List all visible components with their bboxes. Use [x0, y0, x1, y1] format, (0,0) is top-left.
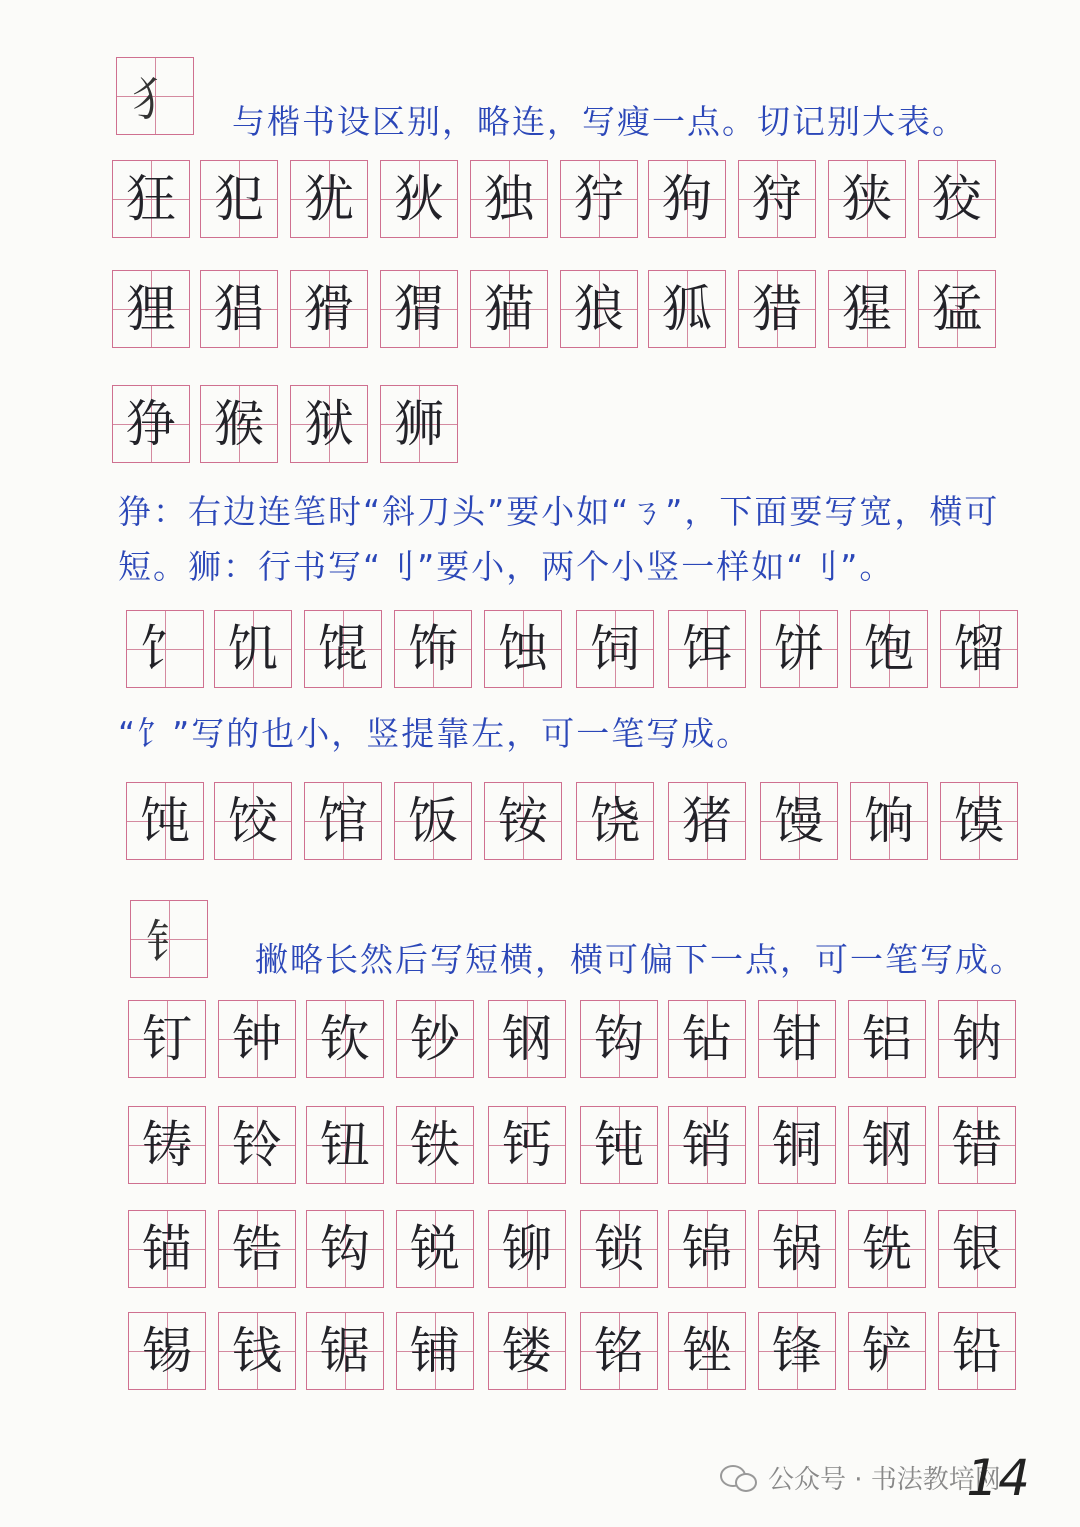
radical-char: 钅 [146, 915, 192, 969]
practice-cell [668, 1000, 746, 1078]
practice-char: 锚 [142, 1220, 192, 1278]
practice-char: 狄 [394, 170, 444, 228]
practice-char: 镂 [502, 1322, 552, 1380]
practice-cell [306, 1000, 384, 1078]
practice-char: 馒 [774, 792, 824, 850]
practice-char: 铭 [594, 1322, 644, 1380]
practice-char: 狗 [662, 170, 712, 228]
practice-cell [200, 270, 278, 348]
shi-row [0, 782, 1080, 862]
quan-row [0, 160, 1080, 240]
practice-cell [396, 1210, 474, 1288]
practice-char: 钮 [320, 1116, 370, 1174]
practice-char: 铝 [862, 1010, 912, 1068]
practice-char: 锉 [682, 1322, 732, 1380]
practice-cell [560, 160, 638, 238]
practice-char: 铅 [952, 1322, 1002, 1380]
practice-cell [848, 1210, 926, 1288]
practice-char: 钩 [320, 1220, 370, 1278]
practice-cell [380, 160, 458, 238]
practice-cell [380, 270, 458, 348]
practice-cell [940, 610, 1018, 688]
practice-char: 铃 [232, 1116, 282, 1174]
practice-cell [396, 1000, 474, 1078]
practice-cell [200, 385, 278, 463]
quan-row [0, 270, 1080, 350]
radical-cell-jin [130, 900, 208, 978]
practice-cell [218, 1106, 296, 1184]
practice-cell [304, 782, 382, 860]
practice-char: 锡 [142, 1322, 192, 1380]
practice-char: 钉 [142, 1010, 192, 1068]
practice-cell [112, 385, 190, 463]
practice-cell [218, 1312, 296, 1390]
practice-cell [484, 610, 562, 688]
practice-cell [738, 270, 816, 348]
practice-cell [394, 782, 472, 860]
practice-char: 锦 [682, 1220, 732, 1278]
practice-char: 狭 [842, 170, 892, 228]
practice-char: 狩 [752, 170, 802, 228]
practice-char: 钠 [952, 1010, 1002, 1068]
practice-cell [128, 1106, 206, 1184]
practice-char: 犹 [304, 170, 354, 228]
practice-char: 钞 [410, 1010, 460, 1068]
practice-char: 狐 [662, 280, 712, 338]
practice-cell [304, 610, 382, 688]
practice-char: 钱 [232, 1322, 282, 1380]
radical-note-jin: 撇略长然后写短横，横可偏下一点，可一笔写成。 [255, 940, 1025, 979]
radical-note-shi: “饣”写的也小，竖提靠左，可一笔写成。 [118, 714, 752, 753]
practice-char: 猩 [842, 280, 892, 338]
practice-cell [580, 1000, 658, 1078]
practice-char: 猬 [394, 280, 444, 338]
practice-cell [668, 1210, 746, 1288]
practice-cell [126, 610, 204, 688]
practice-char: 钝 [594, 1116, 644, 1174]
practice-cell [112, 160, 190, 238]
practice-char: 猎 [752, 280, 802, 338]
practice-cell [128, 1210, 206, 1288]
practice-char: 猖 [214, 280, 264, 338]
page-number: 14 [966, 1449, 1030, 1507]
practice-cell [488, 1312, 566, 1390]
radical-cell-quan [116, 57, 194, 135]
practice-cell [560, 270, 638, 348]
practice-cell [576, 610, 654, 688]
practice-cell [112, 270, 190, 348]
practice-cell [668, 1312, 746, 1390]
practice-cell [850, 782, 928, 860]
practice-char: 馄 [318, 620, 368, 678]
practice-cell [488, 1000, 566, 1078]
watermark [720, 1459, 1001, 1496]
practice-cell [848, 1000, 926, 1078]
radical-note-quan: 与楷书设区别，略连，写瘦一点。切记别大表。 [232, 102, 967, 141]
practice-cell [828, 270, 906, 348]
practice-cell [394, 610, 472, 688]
practice-char: 饶 [590, 792, 640, 850]
practice-cell [848, 1312, 926, 1390]
practice-char: 饰 [408, 620, 458, 678]
practice-cell [484, 782, 562, 860]
practice-char: 钦 [320, 1010, 370, 1068]
practice-cell [218, 1210, 296, 1288]
practice-char: 钻 [682, 1010, 732, 1068]
practice-char: 铲 [862, 1322, 912, 1380]
practice-char: 馆 [318, 792, 368, 850]
practice-cell [126, 782, 204, 860]
practice-cell [918, 270, 996, 348]
practice-cell [306, 1106, 384, 1184]
practice-char: 锆 [232, 1220, 282, 1278]
practice-char: 馍 [954, 792, 1004, 850]
practice-cell [938, 1000, 1016, 1078]
practice-char: 猾 [304, 280, 354, 338]
practice-cell [214, 782, 292, 860]
practice-cell [758, 1000, 836, 1078]
practice-char: 狱 [304, 395, 354, 453]
practice-char: 饣 [140, 620, 190, 678]
jin-row [0, 1210, 1080, 1290]
practice-cell [306, 1210, 384, 1288]
practice-cell [580, 1210, 658, 1288]
practice-char: 锐 [410, 1220, 460, 1278]
practice-cell [828, 160, 906, 238]
practice-char: 猫 [484, 280, 534, 338]
practice-cell [580, 1312, 658, 1390]
practice-char: 钩 [594, 1010, 644, 1068]
practice-char: 锯 [320, 1322, 370, 1380]
practice-cell [580, 1106, 658, 1184]
practice-cell [214, 610, 292, 688]
practice-char: 饥 [228, 620, 278, 678]
practice-cell [396, 1312, 474, 1390]
practice-cell [290, 270, 368, 348]
practice-char: 钳 [772, 1010, 822, 1068]
practice-char: 狮 [394, 395, 444, 453]
practice-cell [648, 160, 726, 238]
practice-char: 铣 [862, 1220, 912, 1278]
practice-cell [760, 610, 838, 688]
practice-char: 饵 [682, 620, 732, 678]
practice-cell [938, 1312, 1016, 1390]
practice-cell [290, 160, 368, 238]
practice-cell [848, 1106, 926, 1184]
jin-row [0, 1106, 1080, 1186]
practice-char: 锅 [772, 1220, 822, 1278]
practice-cell [758, 1106, 836, 1184]
practice-cell [918, 160, 996, 238]
jin-row [0, 1312, 1080, 1392]
practice-cell [488, 1210, 566, 1288]
practice-char: 狡 [932, 170, 982, 228]
practice-char: 饱 [864, 620, 914, 678]
practice-char: 犯 [214, 170, 264, 228]
practice-cell [470, 270, 548, 348]
practice-char: 钢 [862, 1116, 912, 1174]
practice-cell [200, 160, 278, 238]
practice-char: 馏 [954, 620, 1004, 678]
practice-cell [938, 1210, 1016, 1288]
practice-char: 狼 [574, 280, 624, 338]
practice-char: 独 [484, 170, 534, 228]
practice-char: 饲 [590, 620, 640, 678]
wechat-icon [720, 1463, 760, 1493]
practice-char: 钙 [502, 1116, 552, 1174]
practice-char: 狞 [574, 170, 624, 228]
practice-cell [760, 782, 838, 860]
detail-note-line1: 狰：右边连笔时“斜刀头”要小如“ㄋ”，下面要写宽，横可 [118, 492, 1000, 531]
practice-char: 蚀 [498, 620, 548, 678]
practice-cell [758, 1312, 836, 1390]
practice-cell [128, 1312, 206, 1390]
practice-cell [380, 385, 458, 463]
practice-char: 狂 [126, 170, 176, 228]
practice-cell [576, 782, 654, 860]
practice-char: 锋 [772, 1322, 822, 1380]
practice-cell [470, 160, 548, 238]
practice-cell [668, 610, 746, 688]
practice-cell [850, 610, 928, 688]
practice-cell [938, 1106, 1016, 1184]
practice-char: 饼 [774, 620, 824, 678]
practice-cell [306, 1312, 384, 1390]
practice-char: 猴 [214, 395, 264, 453]
practice-cell [488, 1106, 566, 1184]
practice-char: 铜 [772, 1116, 822, 1174]
practice-char: 铵 [498, 792, 548, 850]
practice-char: 铺 [410, 1322, 460, 1380]
practice-char: 饷 [864, 792, 914, 850]
practice-char: 饺 [228, 792, 278, 850]
practice-char: 饨 [140, 792, 190, 850]
practice-cell [218, 1000, 296, 1078]
practice-cell [128, 1000, 206, 1078]
practice-cell [290, 385, 368, 463]
detail-note-line2: 短。狮：行书写“刂”要小，两个小竖一样如“刂”。 [118, 547, 895, 586]
practice-char: 饭 [408, 792, 458, 850]
practice-char: 钟 [232, 1010, 282, 1068]
practice-cell [648, 270, 726, 348]
practice-cell [396, 1106, 474, 1184]
practice-char: 错 [952, 1116, 1002, 1174]
practice-char: 猪 [682, 792, 732, 850]
shi-row [0, 610, 1080, 690]
practice-cell [758, 1210, 836, 1288]
practice-char: 钢 [502, 1010, 552, 1068]
practice-cell [668, 782, 746, 860]
practice-char: 银 [952, 1220, 1002, 1278]
practice-cell [668, 1106, 746, 1184]
practice-char: 狸 [126, 280, 176, 338]
practice-char: 铁 [410, 1116, 460, 1174]
practice-cell [738, 160, 816, 238]
practice-char: 猛 [932, 280, 982, 338]
radical-char: 犭 [132, 72, 178, 126]
practice-char: 狰 [126, 395, 176, 453]
jin-row [0, 1000, 1080, 1080]
practice-cell [940, 782, 1018, 860]
practice-char: 铆 [502, 1220, 552, 1278]
quan-row [0, 385, 1080, 465]
practice-char: 销 [682, 1116, 732, 1174]
practice-char: 锁 [594, 1220, 644, 1278]
watermark-text: 公众号 · 书法教培网 [768, 1465, 1001, 1495]
practice-char: 铸 [142, 1116, 192, 1174]
